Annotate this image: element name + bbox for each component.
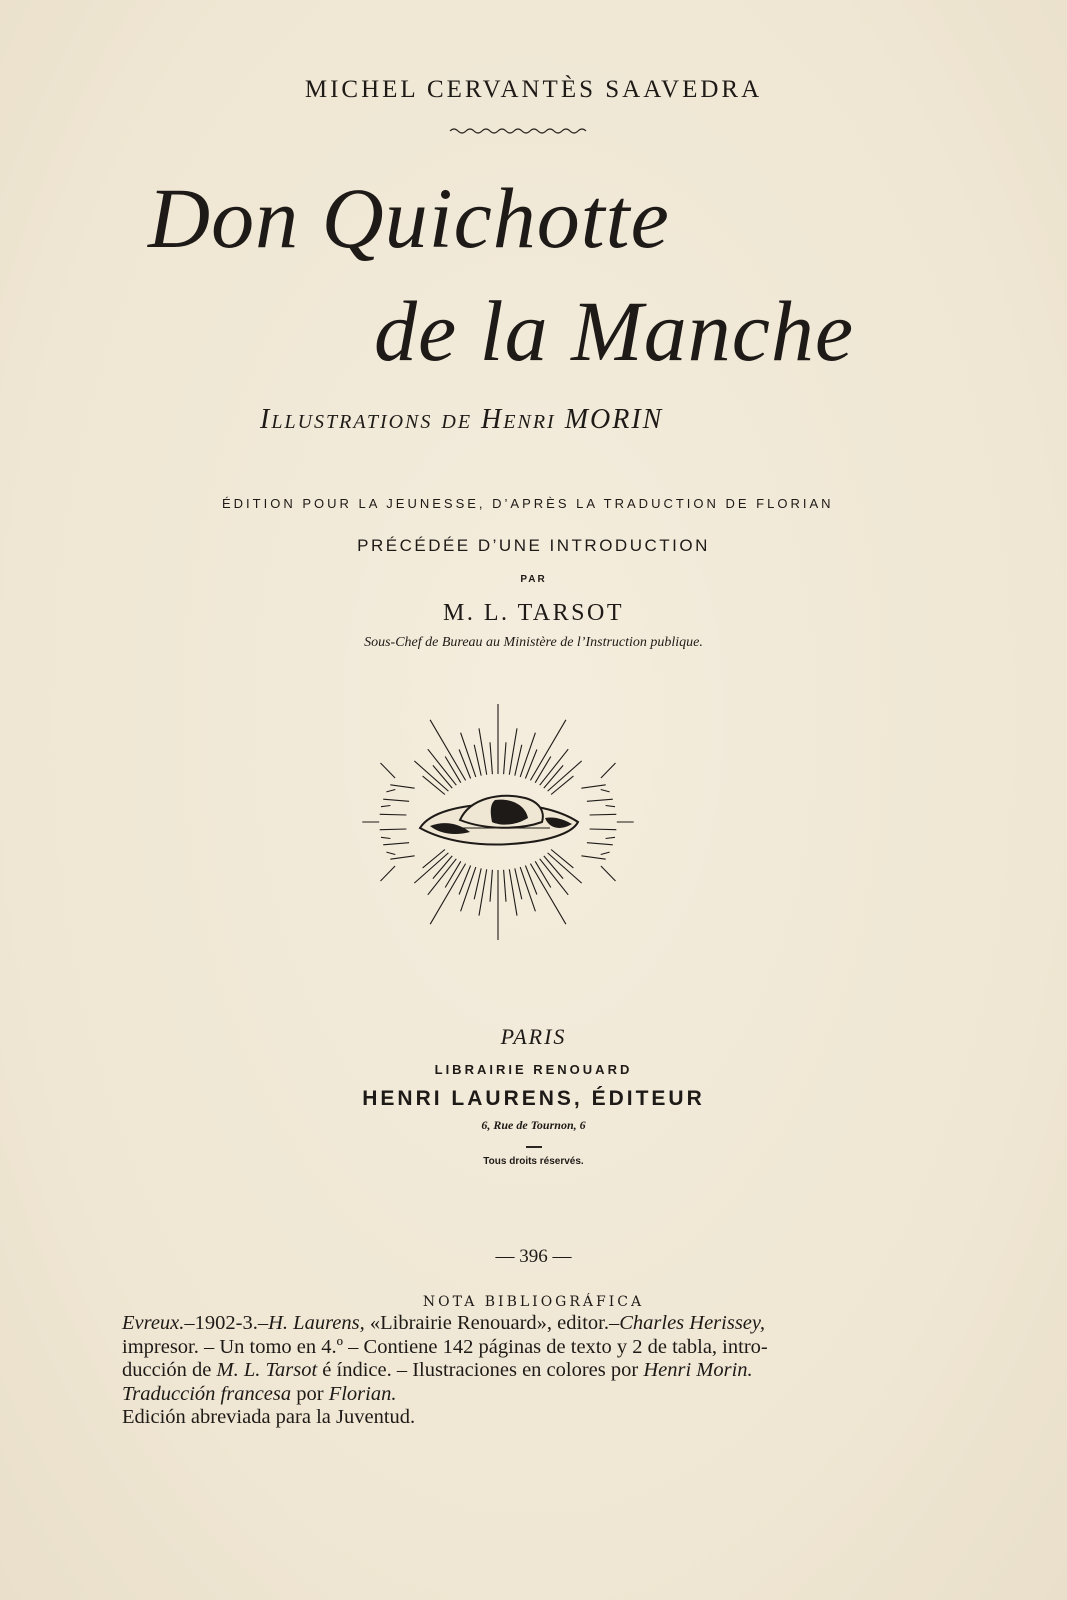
sun-ray — [548, 761, 582, 791]
divider — [526, 1146, 542, 1148]
note-publisher: H. Laurens, — [268, 1312, 365, 1334]
rights-notice: Tous droits réservés. — [483, 1156, 584, 1167]
sun-ray — [606, 837, 615, 838]
sun-ray — [504, 742, 506, 774]
title-line-1: Don Quichotte — [148, 170, 670, 266]
publisher-name: HENRI LAURENS, ÉDITEUR — [362, 1087, 705, 1110]
sun-ray — [381, 763, 396, 778]
sun-ray — [461, 867, 476, 911]
author-name: MICHEL CERVANTÈS SAAVEDRA — [304, 76, 763, 103]
sun-ray — [414, 853, 448, 883]
sun-ray — [515, 745, 522, 776]
sun-ray — [509, 728, 517, 774]
sun-ray — [601, 763, 616, 778]
note-line-5: Edición abreviada para la Juventud. — [122, 1406, 416, 1428]
sun-ray — [386, 852, 395, 854]
note-introducer: M. L. Tarsot — [216, 1359, 318, 1381]
sun-ray — [530, 720, 566, 781]
sun-ray — [380, 814, 407, 815]
sun-ray — [490, 742, 492, 774]
sun-ray — [581, 856, 605, 859]
sun-ray — [383, 799, 409, 801]
sun-ray — [381, 806, 390, 807]
note-line-4 — [122, 1383, 882, 1407]
sun-ray — [390, 785, 414, 788]
note-text: é índice. – Ilustraciones en colores por — [317, 1359, 644, 1381]
sun-ray — [430, 720, 466, 781]
sun-ray — [504, 870, 506, 902]
note-printer: Charles Herissey, — [619, 1312, 765, 1334]
sun-ray — [525, 750, 537, 779]
note-text: ducción de — [122, 1359, 217, 1381]
sun-ray — [414, 761, 448, 791]
note-translator: Florian. — [328, 1382, 397, 1405]
sun-ray — [520, 867, 535, 911]
sun-ray — [445, 861, 461, 887]
sun-ray — [459, 750, 471, 779]
sun-hat-emblem-icon — [350, 700, 640, 945]
sun-ray — [515, 868, 522, 899]
note-text: por — [291, 1382, 329, 1405]
sun-ray — [601, 790, 610, 792]
sun-ray — [601, 866, 616, 881]
sun-ray — [590, 829, 617, 830]
sun-ray — [587, 843, 613, 845]
sun-ray — [601, 852, 610, 854]
sun-ray — [383, 843, 409, 845]
page-number: — 396 — — [495, 1246, 572, 1267]
sun-ray — [381, 837, 390, 838]
sun-ray — [461, 733, 476, 777]
sun-ray — [587, 799, 613, 801]
note-translation: Traducción francesa — [122, 1382, 292, 1405]
preface-note: PRÉCÉDÉE D’UNE INTRODUCTION — [357, 536, 710, 555]
sun-ray — [490, 870, 492, 902]
sun-ray — [459, 866, 471, 895]
sun-ray — [479, 728, 487, 774]
publisher-address: 6, Rue de Tournon, 6 — [481, 1118, 586, 1132]
illustrator-credit: Illustrations de Henri MORIN — [260, 404, 664, 435]
sun-ray — [474, 745, 481, 776]
introducer-role: Sous-Chef de Bureau au Ministère de l’Instruction publique. — [364, 635, 703, 650]
sun-ray — [430, 864, 465, 925]
sun-ray — [535, 757, 551, 783]
title-line-2: de la Manche — [374, 283, 855, 379]
sun-ray — [386, 790, 395, 792]
sun-ray — [380, 829, 407, 830]
wavy-ornament-icon — [448, 124, 588, 138]
bookshop-name: LIBRAIRIE RENOUARD — [434, 1062, 633, 1077]
par-label: PAR — [520, 574, 547, 585]
note-illustrator: Henri Morin. — [643, 1359, 753, 1381]
sun-ray — [479, 869, 487, 915]
sun-ray — [535, 861, 551, 887]
sun-ray — [520, 733, 535, 777]
note-year: –1902-3.– — [184, 1312, 269, 1334]
introducer-name: M. L. TARSOT — [443, 600, 624, 626]
bibliographic-note — [122, 1312, 882, 1430]
sun-ray — [581, 785, 605, 788]
city-label: PARIS — [500, 1024, 567, 1049]
sun-ray — [474, 868, 481, 899]
edition-note: ÉDITION POUR LA JEUNESSE, D’APRÈS LA TRADUCTION DE FLORIAN — [222, 496, 834, 511]
sun-ray — [509, 869, 517, 915]
note-city: Evreux. — [122, 1312, 185, 1334]
note-line-1 — [122, 1312, 882, 1336]
note-line-3 — [122, 1359, 882, 1383]
note-line-2: impresor. – Un tomo en 4.º – Contiene 142 páginas de texto y 2 de tabla, intro- — [122, 1335, 768, 1358]
sun-ray — [525, 866, 537, 895]
sun-ray — [548, 853, 582, 883]
sun-ray — [530, 864, 566, 925]
sun-ray — [381, 866, 396, 881]
sun-ray — [606, 806, 615, 807]
sun-ray — [445, 757, 461, 783]
nota-heading: NOTA BIBLIOGRÁFICA — [422, 1294, 645, 1310]
note-editor: «Librairie Renouard», editor.– — [364, 1312, 620, 1334]
sun-ray — [590, 814, 617, 815]
sun-ray — [390, 856, 414, 859]
